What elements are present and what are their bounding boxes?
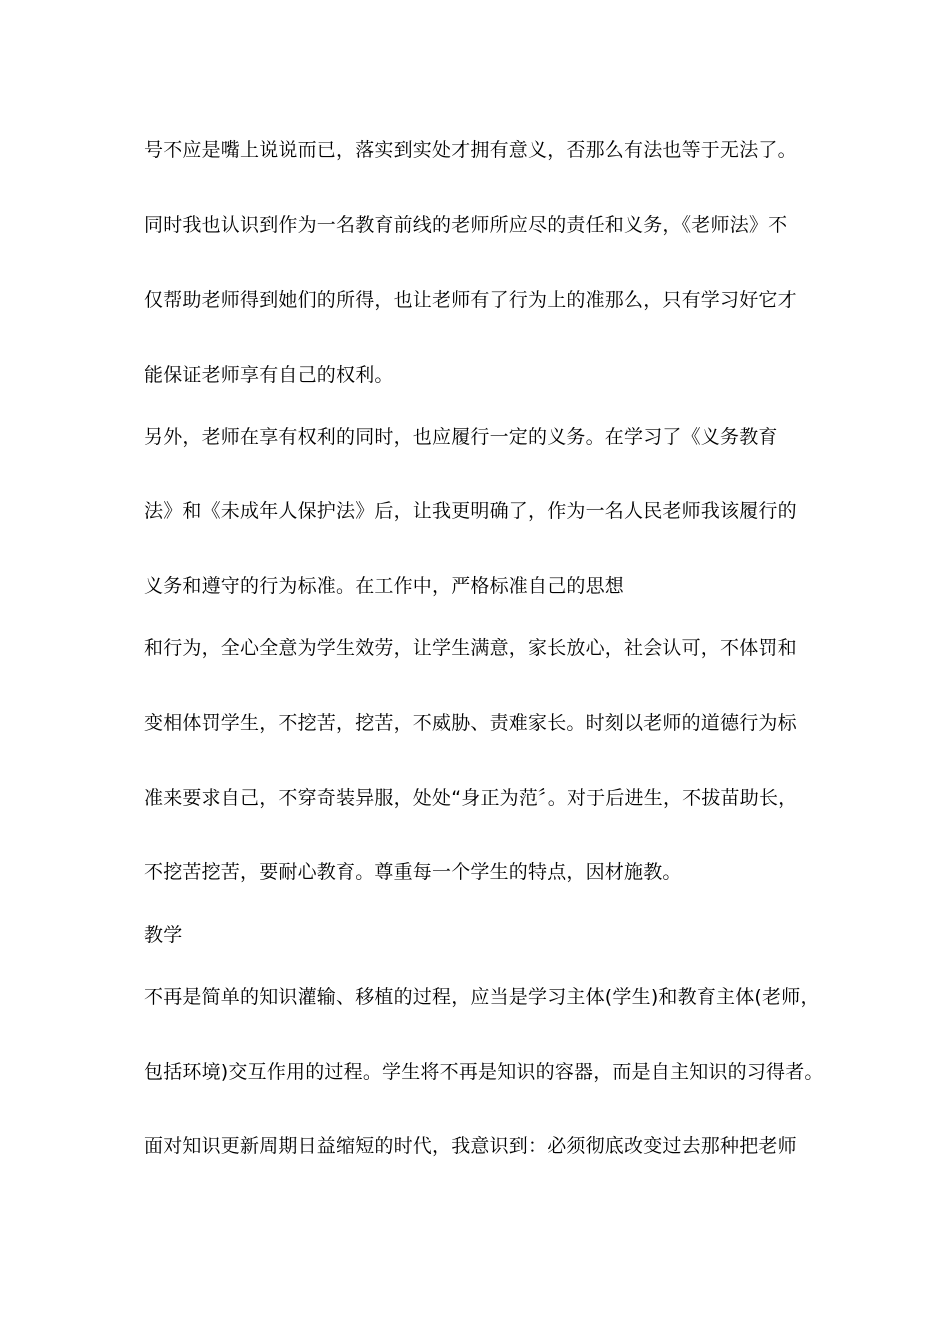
text-line: 和行为，全心全意为学生效劳，让学生满意，家长放心，社会认可，不体罚和 bbox=[144, 637, 797, 659]
text-line: 能保证老师享有自己的权利。 bbox=[144, 364, 394, 386]
section-heading: 教学 bbox=[144, 924, 183, 946]
text-line: 号不应是嘴上说说而已，落实到实处才拥有意义，否那么有法也等于无法了。 bbox=[144, 139, 797, 161]
text-line: 同时我也认识到作为一名教育前线的老师所应尽的责任和义务，《老师法》不 bbox=[144, 214, 788, 236]
text-line: 不再是简单的知识灌输、移植的过程，应当是学习主体(学生)和教育主体(老师， bbox=[144, 986, 820, 1008]
text-line: 义务和遵守的行为标准。在工作中，严格标准自己的思想 bbox=[144, 575, 625, 597]
text-line: 包括环境)交互作用的过程。学生将不再是知识的容器，而是自主知识的习得者。 bbox=[144, 1061, 824, 1083]
text-line: 法》和《未成年人保护法》后，让我更明确了，作为一名人民老师我该履行的 bbox=[144, 500, 797, 522]
text-line: 仅帮助老师得到她们的所得，也让老师有了行为上的准那么，只有学习好它才 bbox=[144, 289, 797, 311]
text-line: 面对知识更新周期日益缩短的时代，我意识到：必须彻底改变过去那种把老师 bbox=[144, 1135, 797, 1157]
text-line: 另外，老师在享有权利的同时，也应履行一定的义务。在学习了《义务教育 bbox=[144, 426, 778, 448]
text-line: 变相体罚学生，不挖苦，挖苦，不威胁、责难家长。时刻以老师的道德行为标 bbox=[144, 712, 797, 734]
text-line: 准来要求自己，不穿奇装异服，处处“身正为范〞。对于后进生，不拔苗助长， bbox=[144, 787, 798, 809]
text-line: 不挖苦挖苦，要耐心教育。尊重每一个学生的特点，因材施教。 bbox=[144, 861, 682, 883]
